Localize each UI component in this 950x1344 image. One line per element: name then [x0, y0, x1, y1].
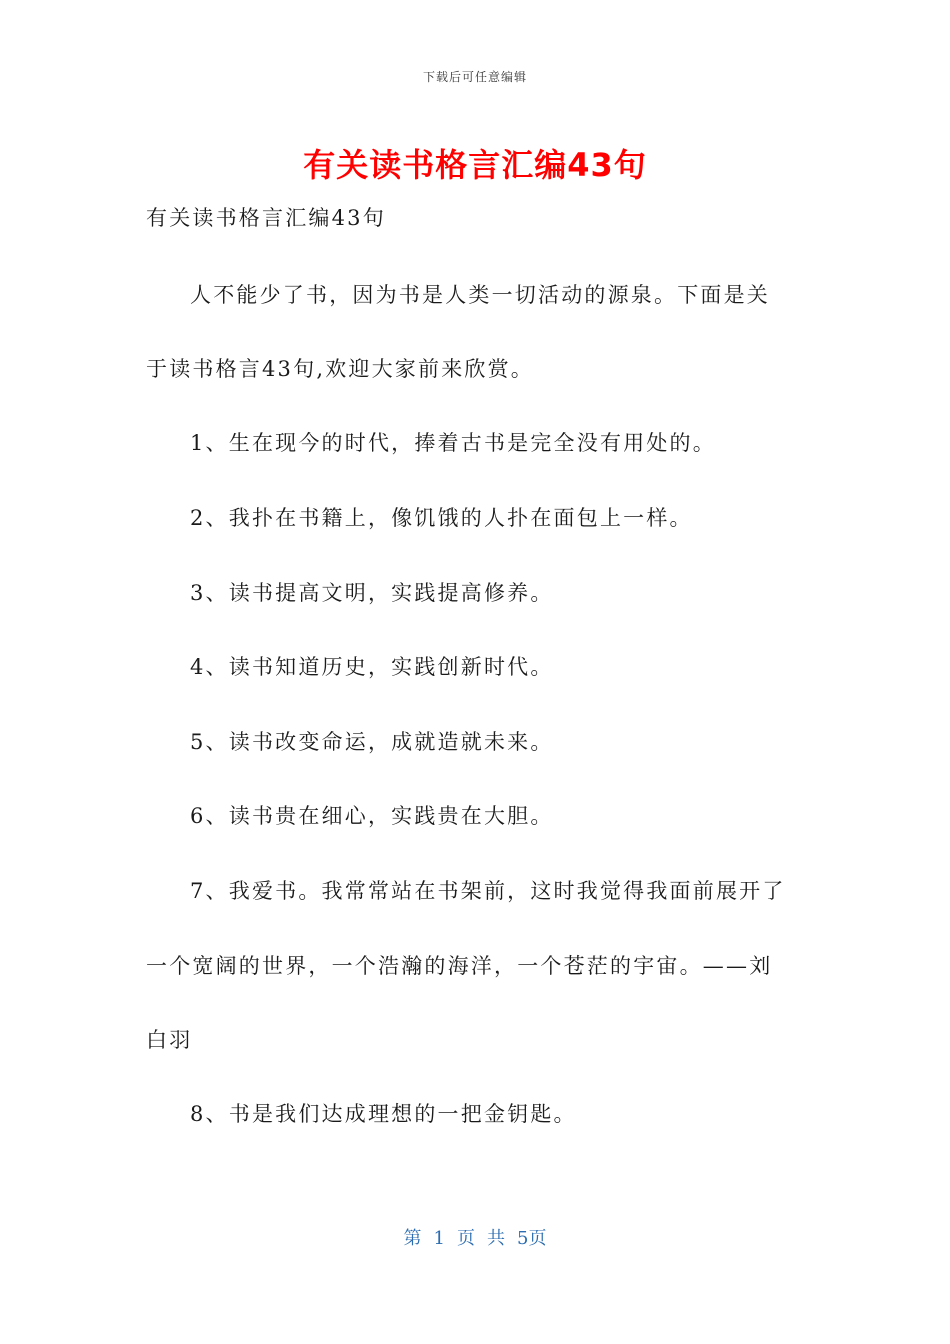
footer-page-label: 页: [457, 1228, 475, 1249]
quote-7-line-2: 一个宽阔的世界，一个浩瀚的海洋，一个苍茫的宇宙。——刘: [146, 954, 773, 978]
footer-total-prefix: 共: [487, 1228, 505, 1249]
quote-4: 4、读书知道历史，实践创新时代。: [190, 655, 554, 679]
footer-total-pages: 5页: [517, 1228, 547, 1249]
subtitle-line: 有关读书格言汇编43句: [146, 206, 386, 230]
intro-line-1: 人不能少了书，因为书是人类一切活动的源泉。下面是关: [190, 283, 770, 307]
footer-page-prefix: 第: [403, 1228, 422, 1249]
quote-3: 3、读书提高文明，实践提高修养。: [190, 581, 554, 605]
quote-7-line-3: 白羽: [146, 1028, 193, 1052]
quote-8: 8、书是我们达成理想的一把金钥匙。: [190, 1102, 577, 1126]
quote-6: 6、读书贵在细心，实践贵在大胆。: [190, 804, 554, 828]
header-note: 下载后可任意编辑: [422, 70, 527, 84]
footer-page-number: 1: [433, 1228, 445, 1249]
quote-7-line-1: 7、我爱书。我常常站在书架前，这时我觉得我面前展开了: [190, 879, 786, 903]
document-title: 有关读书格言汇编43句: [303, 146, 647, 184]
quote-2: 2、我扑在书籍上，像饥饿的人扑在面包上一样。: [190, 506, 693, 530]
page-footer: [0, 1224, 950, 1250]
quote-5: 5、读书改变命运，成就造就未来。: [190, 730, 554, 754]
intro-line-2: 于读书格言43句,欢迎大家前来欣赏。: [146, 357, 534, 381]
quote-1: 1、生在现今的时代，捧着古书是完全没有用处的。: [190, 431, 716, 455]
